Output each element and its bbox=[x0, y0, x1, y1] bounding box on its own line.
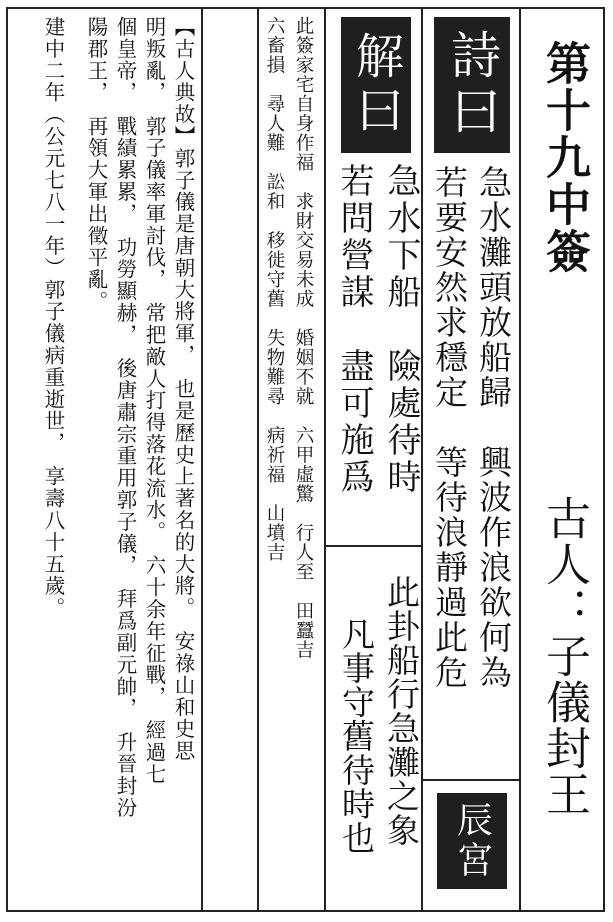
image-line-1: 此卦船行急灘之象 bbox=[382, 575, 421, 847]
explanation-line-2: 若問營謀 盡可施爲 bbox=[334, 163, 374, 496]
divider-title bbox=[519, 7, 521, 912]
story-line-1: 【古人典故】郭子儀是唐朝大將軍， 也是歷史上著名的大將。 安祿山和史思 bbox=[171, 16, 195, 762]
explanation-line-1: 急水下船 險處待時 bbox=[381, 163, 421, 496]
story-line-4: 陽郡王， 再領大軍出徵平亂。 bbox=[84, 16, 108, 313]
poem-label: 詩曰 bbox=[434, 17, 510, 153]
story-line-3: 個皇帝， 戰績累累， 功勞顯赫， 後唐肅宗重用郭子儀， 拜爲副元帥， 升晉封汾 bbox=[113, 16, 137, 819]
lot-title: 第十九中簽 bbox=[538, 40, 591, 275]
palace-label: 辰宮 bbox=[437, 793, 507, 889]
divider-outcome bbox=[257, 7, 259, 912]
image-line-2: 凡事守舊待時也 bbox=[337, 617, 376, 855]
explanation-label: 解曰 bbox=[341, 17, 411, 153]
divider-story bbox=[201, 7, 203, 912]
divider-palace bbox=[421, 779, 519, 781]
poem-line-1: 急水灘頭放船歸 興波作浪欲何為 bbox=[474, 165, 513, 690]
outcome-line-1: 此簽家宅自身作福 求財交易未成 婚姻不就 六甲虛驚 行人至 田蠶吉 bbox=[293, 16, 314, 660]
divider-explanation bbox=[324, 7, 326, 912]
divider-image bbox=[324, 545, 421, 547]
outcome-line-2: 六畜損 尋人難 訟和 移徙守舊 失物難尋 病祈福 山墳吉 bbox=[264, 16, 285, 562]
story-line-2: 明叛亂， 郭子儀率軍討伐， 常把敵人打得落花流水。 六十余年征戰， 經過七 bbox=[142, 16, 166, 786]
historical-person: 古人：子儀封王 bbox=[538, 495, 591, 817]
poem-line-2: 若要安然求穩定 等待浪靜過此危 bbox=[430, 165, 469, 690]
story-line-5: 建中二年（公元七八一年）郭子儀病重逝世， 享壽八十五歲。 bbox=[41, 16, 65, 619]
